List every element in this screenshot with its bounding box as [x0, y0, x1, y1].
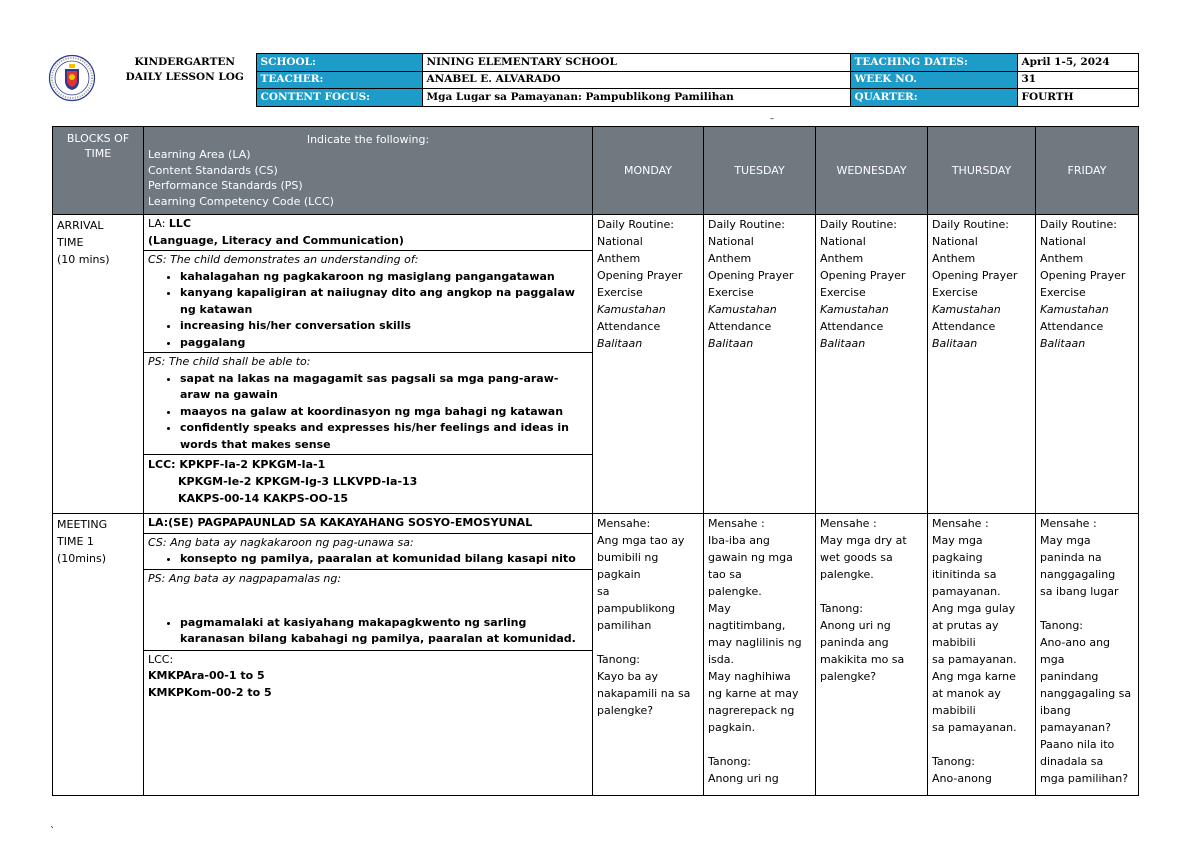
meeting-line: palengke?: [820, 670, 877, 683]
meeting-line: isda.: [708, 653, 735, 666]
lesson-log-table: [52, 126, 1139, 796]
meeting-line: sa: [597, 585, 610, 598]
cs-intro: CS: The child demonstrates an understanding of:: [148, 253, 419, 266]
quarter-value: FOURTH: [1017, 89, 1138, 107]
meeting-line: [597, 634, 699, 651]
lcc-header-label: Learning Competency Code (LCC): [148, 194, 334, 208]
meeting-line: pamilihan: [597, 619, 652, 632]
teaching-dates-label: TEACHING DATES:: [850, 54, 1017, 72]
teacher-label: TEACHER:: [256, 71, 422, 89]
meeting-line: May: [708, 602, 731, 615]
meeting-line: nagtitimbang,: [708, 619, 786, 632]
meeting-line: makikita mo sa: [820, 653, 905, 666]
routine-line: National: [597, 235, 643, 248]
ps-intro: PS: Ang bata ay nagpapamalas ng:: [148, 571, 342, 585]
routine-line: Anthem: [708, 252, 752, 265]
meeting-line: pamayanan.: [932, 585, 1001, 598]
meeting-line: [820, 583, 923, 600]
meeting-line: May mga: [1040, 534, 1091, 547]
meeting-line: palengke.: [708, 585, 762, 598]
day-header-wednesday: WEDNESDAY: [816, 127, 928, 215]
routine-line: Daily Routine:: [820, 218, 897, 231]
routine-line: Attendance: [932, 320, 996, 333]
routine-line: National: [708, 235, 754, 248]
meeting-line: nanggagaling: [1040, 568, 1116, 581]
day-header-friday: FRIDAY: [1036, 127, 1139, 215]
list-item: • maayos na galaw at koordinasyon ng mga bahagi ng katawan: [180, 404, 588, 421]
meeting-line: Anong uri ng: [820, 619, 891, 632]
list-item: • kahalagahan ng pagkakaroon ng masiglang pangangatawan: [180, 269, 588, 286]
seal-icon: [48, 54, 96, 102]
meeting-line: Tanong:: [597, 653, 641, 666]
cs-intro: CS: Ang bata ay nagkakaroon ng pag-unawa sa:: [148, 535, 414, 549]
meeting-line: paninda ang: [820, 636, 889, 649]
la-subtitle: (Language, Literacy and Communication): [148, 233, 404, 247]
stray-dash-mark: –: [770, 114, 774, 123]
meeting-line: Ano-ano ang: [1040, 636, 1111, 649]
routine-line: Anthem: [597, 252, 641, 265]
meeting-line: [1040, 600, 1134, 617]
routine-line: Attendance: [708, 320, 772, 333]
school-value: NINING ELEMENTARY SCHOOL: [422, 54, 850, 72]
day-header-monday: MONDAY: [593, 127, 704, 215]
routine-line: Exercise: [597, 286, 643, 299]
routine-line: Exercise: [932, 286, 978, 299]
routine-line: Balitaan: [932, 337, 978, 350]
routine-line: Balitaan: [708, 337, 754, 350]
meeting-line: Tanong:: [932, 755, 976, 768]
thursday-meeting-cell: [928, 514, 1036, 796]
lcc-section: [144, 455, 592, 508]
friday-meeting-cell: [1036, 514, 1139, 796]
meeting-line: Iba-iba ang: [708, 534, 770, 547]
meeting-line: gawain ng mga: [708, 551, 793, 564]
friday-routine-cell: [1036, 215, 1139, 514]
meeting-line: sa pamayanan.: [932, 721, 1017, 734]
log-title: [114, 54, 256, 107]
wednesday-meeting-cell: [816, 514, 928, 796]
ps-list: [148, 371, 588, 454]
time-line: TIME 1: [57, 535, 94, 548]
blocks-of-time-header: [53, 127, 144, 215]
week-no-label: WEEK NO.: [850, 71, 1017, 89]
routine-line: Attendance: [1040, 320, 1104, 333]
title-line-1: KINDERGARTEN: [134, 55, 236, 68]
meeting-line: Mensahe:: [597, 517, 651, 530]
meeting-line: Mensahe :: [932, 517, 989, 530]
lcc-line: KMKPKom-00-2 to 5: [148, 685, 272, 699]
meeting-line: May mga dry at: [820, 534, 907, 547]
school-label: SCHOOL:: [256, 54, 422, 72]
time-line: TIME: [57, 236, 84, 249]
routine-line: Exercise: [1040, 286, 1086, 299]
list-item: • confidently speaks and expresses his/her feelings and ideas in words that makes sense: [180, 420, 588, 453]
la-prefix: LA:: [148, 217, 169, 230]
blocks-of-time-label: BLOCKS OF TIME: [66, 132, 130, 160]
ps-header-label: Performance Standards (PS): [148, 179, 303, 193]
cs-header-label: Content Standards (CS): [148, 163, 278, 177]
routine-line: Attendance: [820, 320, 884, 333]
week-no-value: 31: [1017, 71, 1138, 89]
content-standards-section: [144, 251, 592, 353]
meeting-line: pampublikong: [597, 602, 676, 615]
list-item: • increasing his/her conversation skills: [180, 318, 588, 335]
learning-area-section: LA:(SE) PAGPAPAUNLAD SA KAKAYAHANG SOSYO-EMOSYUNAL: [144, 514, 592, 534]
meeting-line: at prutas ay: [932, 619, 999, 632]
meeting-line: mga: [1040, 653, 1065, 666]
routine-line: National: [820, 235, 866, 248]
arrival-time-row: [53, 215, 1139, 514]
routine-line: Anthem: [932, 252, 976, 265]
meeting-standards-cell: [144, 514, 593, 796]
meeting-line: mga pamilihan?: [1040, 772, 1129, 785]
meeting-line: palengke?: [597, 704, 654, 717]
performance-standards-section: [144, 570, 592, 651]
lcc-line: LCC:: [148, 652, 174, 666]
meeting-line: pagkain.: [708, 721, 756, 734]
lcc-line: KAKPS-00-14 KAKPS-OO-15: [178, 492, 349, 505]
lcc-line: LCC: KPKPF-Ia-2 KPKGM-Ia-1: [148, 458, 326, 471]
teacher-value: ANABEL E. ALVARADO: [422, 71, 850, 89]
meeting-line: pamayanan?: [1040, 721, 1111, 734]
stray-tick-mark: `: [50, 826, 55, 837]
routine-line: Daily Routine:: [708, 218, 785, 231]
list-item: • sapat na lakas na magagamit sas pagsali sa mga pang-araw-araw na gawain: [180, 371, 588, 404]
routine-line: Balitaan: [1040, 337, 1086, 350]
content-standards-section: [144, 534, 592, 570]
meeting-line: ibang: [1040, 704, 1071, 717]
time-line: ARRIVAL: [57, 219, 104, 232]
indicate-label: Indicate the following:: [306, 132, 430, 146]
meeting-line: nakapamili na sa: [597, 687, 691, 700]
meeting-line: tao sa: [708, 568, 742, 581]
cs-list: [148, 551, 588, 568]
indicate-header: [144, 127, 593, 215]
ps-intro: PS: The child shall be able to:: [148, 355, 311, 368]
routine-line: Daily Routine:: [597, 218, 674, 231]
meeting-line: Mensahe :: [708, 517, 765, 530]
performance-standards-section: [144, 353, 592, 455]
time-line: MEETING: [57, 518, 108, 531]
meeting-line: Ang mga gulay: [932, 602, 1016, 615]
tuesday-routine-cell: [704, 215, 816, 514]
routine-line: Opening Prayer: [820, 269, 906, 282]
routine-line: Anthem: [1040, 252, 1084, 265]
header-table: [48, 53, 1139, 107]
monday-meeting-cell: [593, 514, 704, 796]
meeting-line: sa pamayanan.: [932, 653, 1017, 666]
routine-line: Opening Prayer: [932, 269, 1018, 282]
routine-line: Opening Prayer: [708, 269, 794, 282]
meeting-line: mabibili: [932, 636, 976, 649]
meeting-line: nanggagaling sa: [1040, 687, 1132, 700]
thursday-routine-cell: [928, 215, 1036, 514]
learning-area-section: [144, 215, 592, 251]
la-header-label: Learning Area (LA): [148, 148, 251, 162]
meeting-line: May naghihiwa: [708, 670, 791, 683]
ps-list: [148, 615, 588, 648]
meeting-line: bumibili ng: [597, 551, 659, 564]
meeting-line: Paano nila ito: [1040, 738, 1115, 751]
time-line: (10 mins): [57, 253, 110, 266]
meeting-line: dinadala sa: [1040, 755, 1104, 768]
lcc-section: [144, 651, 592, 703]
routine-line: Kamustahan: [1040, 303, 1109, 316]
routine-line: Exercise: [708, 286, 754, 299]
meeting-line: sa ibang lugar: [1040, 585, 1119, 598]
quarter-label: QUARTER:: [850, 89, 1017, 107]
meeting-line: Ang mga tao ay: [597, 534, 685, 547]
meeting-line: may naglilinis ng: [708, 636, 802, 649]
routine-line: National: [1040, 235, 1086, 248]
arrival-standards-cell: [144, 215, 593, 514]
routine-line: Anthem: [820, 252, 864, 265]
meeting-line: paninda na: [1040, 551, 1102, 564]
meeting-line: Mensahe :: [820, 517, 877, 530]
title-line-2: DAILY LESSON LOG: [125, 70, 244, 83]
tuesday-meeting-cell: [704, 514, 816, 796]
routine-line: Balitaan: [820, 337, 866, 350]
teaching-dates-value: April 1-5, 2024: [1017, 54, 1138, 72]
meeting-line: nagrerepack ng: [708, 704, 795, 717]
routine-line: Kamustahan: [820, 303, 889, 316]
meeting-time-row: [53, 514, 1139, 796]
meeting-line: wet goods sa: [820, 551, 893, 564]
meeting-line: May mga: [932, 534, 983, 547]
list-item: • pagmamalaki at kasiyahang makapagkwento ng sarling karanasan bilang kabahagi ng pamilya, paaralan at komunidad.: [180, 615, 588, 648]
meeting-line: Mensahe :: [1040, 517, 1097, 530]
list-item: • paggalang: [180, 335, 588, 352]
meeting-line: panindang: [1040, 670, 1099, 683]
meeting-line: Kayo ba ay: [597, 670, 658, 683]
meeting-line: Anong uri ng: [708, 772, 779, 785]
meeting-time-cell: [53, 514, 144, 796]
lcc-line: KMKPAra-00-1 to 5: [148, 669, 265, 682]
la-code: LLC: [168, 217, 192, 230]
routine-line: Daily Routine:: [1040, 218, 1117, 231]
list-item: • kanyang kapaligiran at naiiugnay dito ang angkop na paggalaw ng katawan: [180, 285, 588, 318]
deped-seal-logo: [48, 54, 114, 107]
arrival-time-cell: [53, 215, 144, 514]
list-item: • konsepto ng pamilya, paaralan at komunidad bilang kasapi nito: [180, 551, 588, 568]
day-header-tuesday: TUESDAY: [704, 127, 816, 215]
time-line: (10mins): [57, 552, 107, 565]
cs-list: [148, 269, 588, 352]
meeting-line: palengke.: [820, 568, 874, 581]
day-header-thursday: THURSDAY: [928, 127, 1036, 215]
routine-line: Balitaan: [597, 337, 643, 350]
routine-line: Opening Prayer: [597, 269, 683, 282]
routine-line: Daily Routine:: [932, 218, 1009, 231]
routine-line: Exercise: [820, 286, 866, 299]
meeting-line: Ang mga karne: [932, 670, 1016, 683]
routine-line: Opening Prayer: [1040, 269, 1126, 282]
meeting-line: Tanong:: [708, 755, 752, 768]
lcc-line: KPKGM-Ie-2 KPKGM-Ig-3 LLKVPD-Ia-13: [178, 475, 418, 488]
monday-routine-cell: [593, 215, 704, 514]
meeting-line: pagkain: [597, 568, 641, 581]
meeting-line: Tanong:: [820, 602, 864, 615]
routine-line: National: [932, 235, 978, 248]
content-focus-label: CONTENT FOCUS:: [256, 89, 422, 107]
routine-line: Kamustahan: [932, 303, 1001, 316]
routine-line: Attendance: [597, 320, 661, 333]
meeting-line: at manok ay: [932, 687, 1001, 700]
meeting-line: Tanong:: [1040, 619, 1084, 632]
meeting-line: mabibili: [932, 704, 976, 717]
meeting-line: pagkaing: [932, 551, 983, 564]
routine-line: Kamustahan: [597, 303, 666, 316]
meeting-line: ng karne at may: [708, 687, 799, 700]
meeting-line: [932, 736, 1031, 753]
routine-line: Kamustahan: [708, 303, 777, 316]
meeting-line: itinitinda sa: [932, 568, 997, 581]
wednesday-routine-cell: [816, 215, 928, 514]
content-focus-value: Mga Lugar sa Pamayanan: Pampublikong Pamilihan: [422, 89, 850, 107]
meeting-line: Ano-anong: [932, 772, 992, 785]
meeting-line: [708, 736, 811, 753]
